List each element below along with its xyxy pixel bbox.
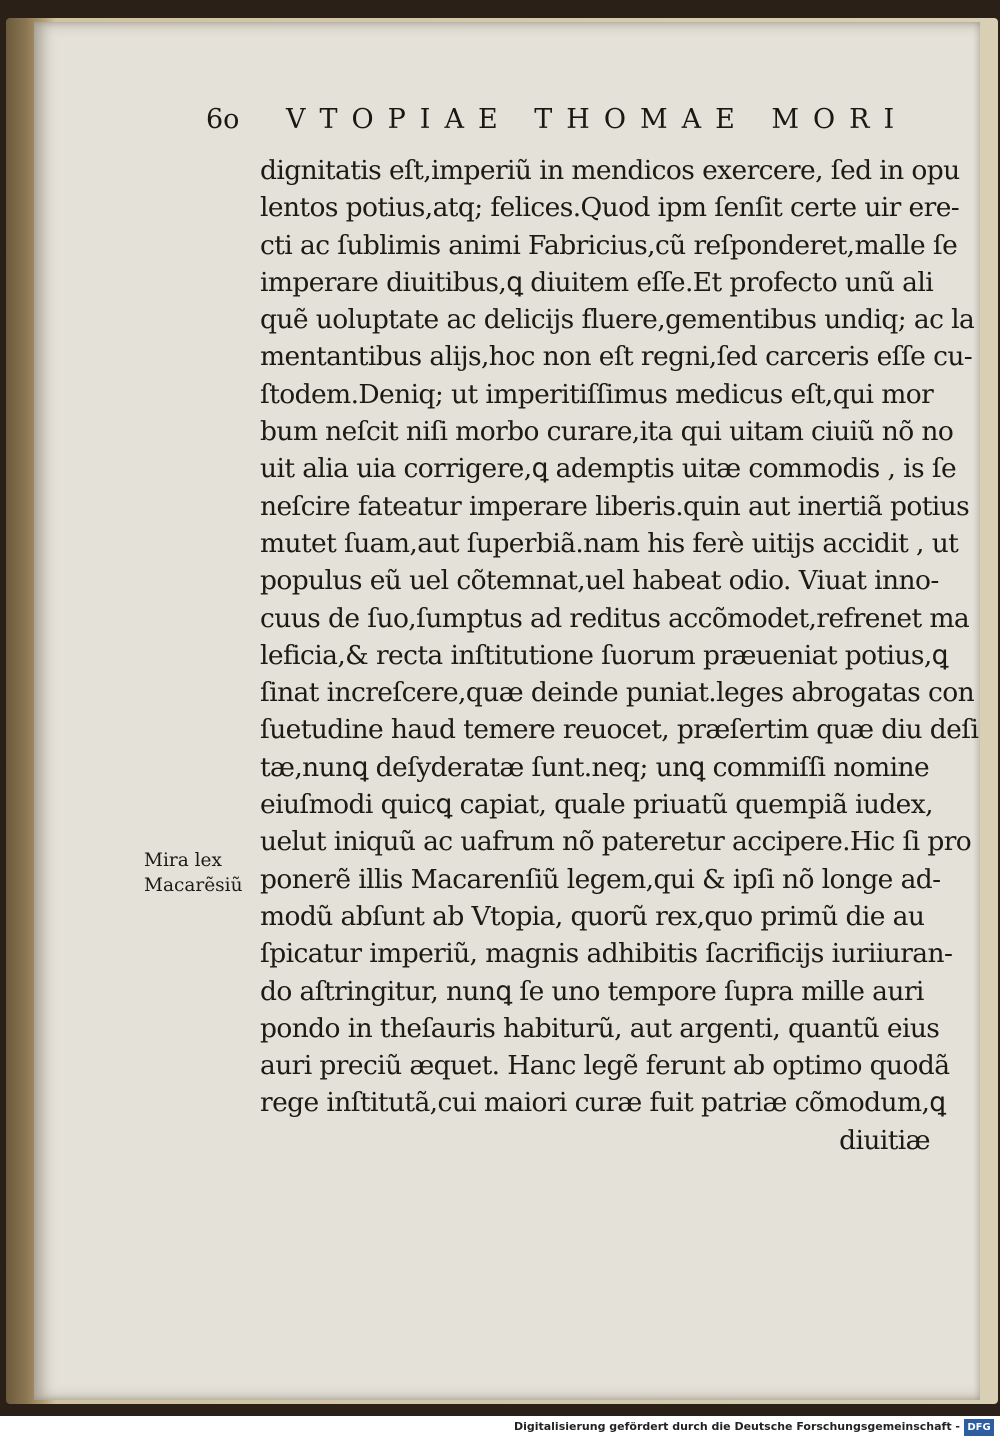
text-line: ſtodem.Deniq; ut imperitiſſimus medicus eſt,qui mor	[260, 378, 934, 410]
page-number: 6o	[206, 104, 240, 135]
dfg-logo-icon: DFG	[964, 1419, 994, 1436]
text-line: ſpicatur imperiũ, magnis adhibitis ſacrificijs iuriiuran-	[260, 938, 953, 970]
body-text	[260, 152, 979, 1159]
marginal-note-line: Macarẽsiũ	[144, 875, 243, 896]
text-line: ſuetudine haud temere reuocet, præſertim quæ diu deſi	[260, 714, 979, 746]
text-line: uit alia uia corrigere,ꝗ ademptis uitæ commodis , is ſe	[260, 453, 957, 485]
text-line: quẽ uoluptate ac delicijs fluere,gementibus undiq; ac la	[260, 304, 975, 336]
text-line: tæ,nunꝗ deſyderatæ ſunt.neq; unꝗ commiſſi nomine	[260, 751, 930, 783]
running-title: VTOPIAE THOMAE MORI	[286, 104, 909, 135]
funding-credit: Digitalisierung gefördert durch die Deutsche Forschungsgemeinschaft -	[513, 1420, 960, 1433]
text-line: leficia,& recta inſtitutione ſuorum præueniat potius,ꝗ	[260, 639, 948, 671]
text-line: cti ac ſublimis animi Fabricius,cũ reſponderet,malle ſe	[260, 229, 958, 261]
text-line: uelut iniquũ ac uafrum nõ pateretur accipere.Hic ſi pro	[260, 826, 972, 858]
text-line: pondo in theſauris habiturũ, aut argenti, quantũ eius	[260, 1012, 940, 1044]
text-line: ponerẽ illis Macarenſiũ legem,qui & ipſi nõ longe ad-	[260, 863, 941, 895]
text-line: cuus de ſuo,ſumptus ad reditus accõmodet,refrenet ma	[260, 602, 970, 634]
text-line: auri preciũ æquet. Hanc legẽ ferunt ab optimo quodã	[260, 1050, 950, 1082]
text-line: lentos potius,atq; felices.Quod ipm ſenſit certe uir ere-	[260, 192, 960, 224]
text-line: do aſtringitur, nunꝗ ſe uno tempore ſupra mille auri	[260, 975, 924, 1007]
text-line: mutet ſuam,aut ſuperbiã.nam his ferè uitijs accidit , ut	[260, 527, 959, 559]
marginal-note-line: Mira lex	[144, 850, 222, 871]
text-line: bum neſcit niſi morbo curare,ita qui uitam ciuiũ nõ no	[260, 416, 954, 448]
text-line: populus eũ uel cõtemnat,uel habeat odio. Viuat inno-	[260, 565, 939, 597]
footer-bar	[0, 1416, 1000, 1440]
catchword: diuitiæ	[839, 1124, 930, 1156]
text-line: imperare diuitibus,ꝗ diuitem eſſe.Et profecto unũ ali	[260, 266, 934, 298]
text-line: ſinat increſcere,quæ deinde puniat.leges abrogatas con	[260, 677, 975, 709]
text-line: dignitatis eſt,imperiũ in mendicos exercere, ſed in opu	[260, 155, 960, 186]
text-line: rege inſtitutã,cui maiori curæ fuit patriæ cõmodum,ꝗ	[260, 1087, 946, 1119]
text-line: neſcire fateatur imperare liberis.quin aut inertiã potius	[260, 490, 970, 522]
text-line: mentantibus alijs,hoc non eſt regni,ſed carceris eſſe cu-	[260, 341, 973, 373]
marginal-note	[144, 848, 256, 898]
text-line: modũ abſunt ab Vtopia, quorũ rex,quo primũ die au	[260, 900, 925, 932]
running-head	[206, 104, 936, 144]
text-line: eiuſmodi quicꝗ capiat, quale priuatũ quempiã iudex,	[260, 789, 933, 821]
